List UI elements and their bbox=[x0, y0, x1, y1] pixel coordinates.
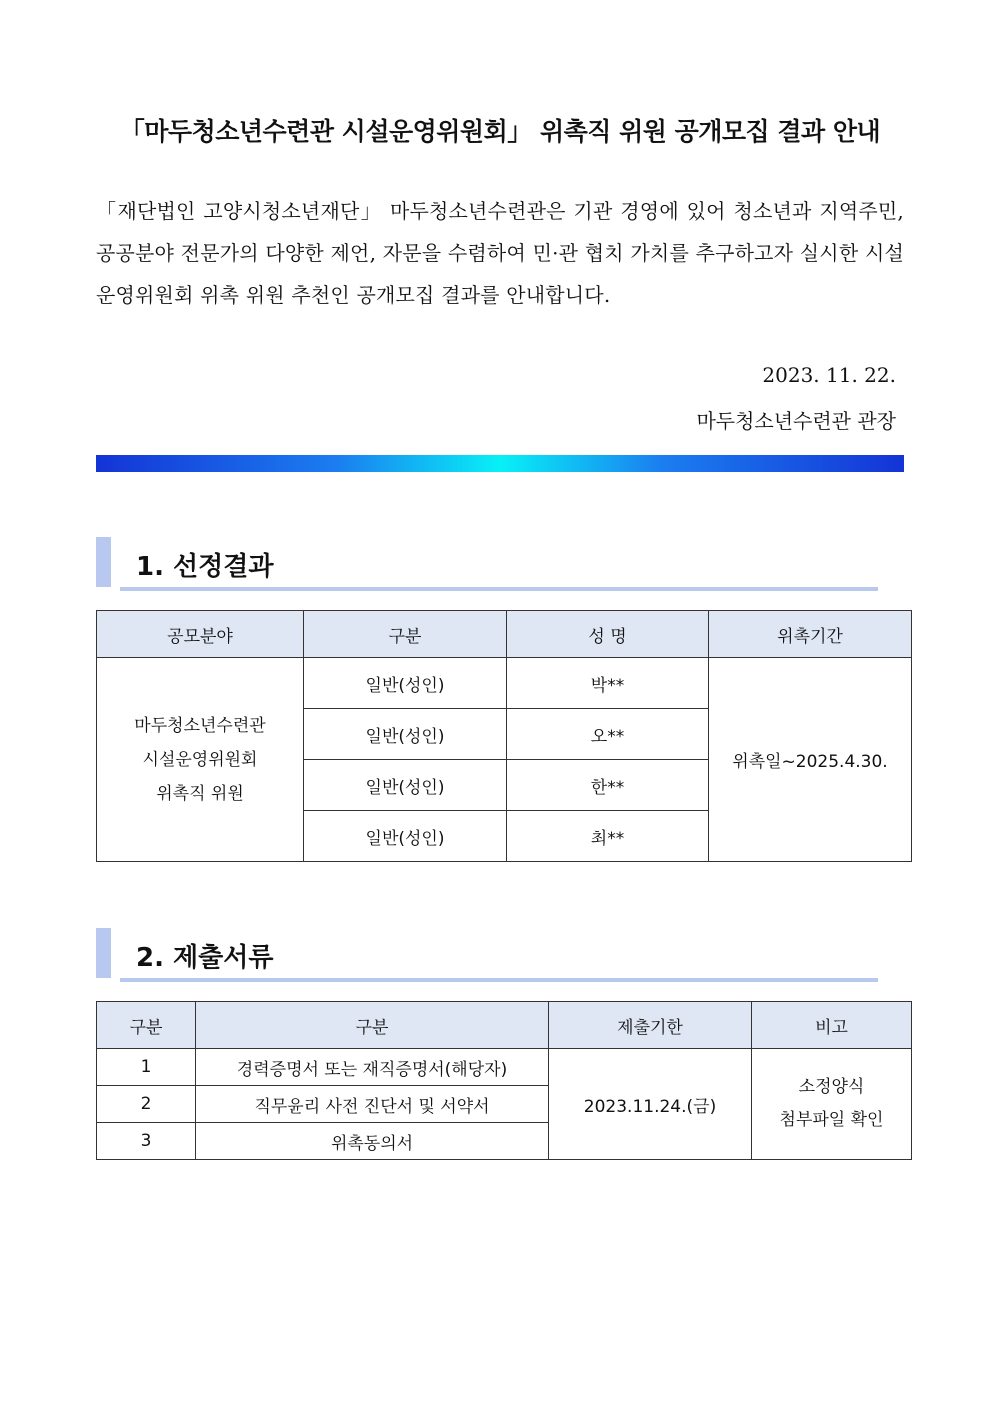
type-cell: 일반(성인) bbox=[304, 811, 507, 862]
document-cell: 경력증명서 또는 재직증명서(해당자) bbox=[196, 1049, 549, 1086]
type-cell: 일반(성인) bbox=[304, 709, 507, 760]
type-cell: 일반(성인) bbox=[304, 658, 507, 709]
section-1-title: 1. 선정결과 bbox=[136, 552, 274, 582]
name-cell: 한** bbox=[507, 760, 709, 811]
header-field: 공모분야 bbox=[97, 611, 304, 658]
documents-table bbox=[96, 1001, 912, 1160]
field-line: 위촉직 위원 bbox=[156, 783, 244, 804]
section-underline bbox=[120, 587, 878, 591]
header-deadline: 제출기한 bbox=[549, 1002, 752, 1049]
section-marker bbox=[96, 928, 111, 978]
gradient-divider bbox=[96, 455, 904, 472]
section-1-heading bbox=[96, 537, 878, 593]
name-cell: 최** bbox=[507, 811, 709, 862]
section-2-heading bbox=[96, 928, 878, 984]
table-row bbox=[97, 658, 912, 709]
name-cell: 오** bbox=[507, 709, 709, 760]
selection-results-table bbox=[96, 610, 912, 862]
header-name: 성 명 bbox=[507, 611, 709, 658]
document-cell: 직무윤리 사전 진단서 및 서약서 bbox=[196, 1086, 549, 1123]
header-type: 구분 bbox=[304, 611, 507, 658]
table-header-row bbox=[97, 1002, 912, 1049]
section-underline bbox=[120, 978, 878, 982]
note-cell bbox=[752, 1049, 912, 1160]
intro-paragraph: 「재단법인 고양시청소년재단」 마두청소년수련관은 기관 경영에 있어 청소년과 지역주민, 공공분야 전문가의 다양한 제언, 자문을 수렴하여 민·관 협치 가치를 추구하고자 실시한 시설운영위원회 위촉 위원 추천인 공개모집 결과를 안내합니다. bbox=[96, 199, 904, 307]
section-marker bbox=[96, 537, 111, 587]
name-cell: 박** bbox=[507, 658, 709, 709]
section-2-title: 2. 제출서류 bbox=[136, 943, 274, 973]
header-note: 비고 bbox=[752, 1002, 912, 1049]
note-line: 소정양식 bbox=[798, 1077, 865, 1097]
signature-line: 마두청소년수련관 관장 bbox=[696, 409, 896, 433]
no-cell: 1 bbox=[97, 1049, 196, 1086]
table-header-row bbox=[97, 611, 912, 658]
field-line: 시설운영위원회 bbox=[142, 749, 258, 770]
note-line: 첨부파일 확인 bbox=[779, 1110, 884, 1130]
no-cell: 3 bbox=[97, 1123, 196, 1160]
document-date: 2023. 11. 22. bbox=[762, 363, 896, 387]
no-cell: 2 bbox=[97, 1086, 196, 1123]
header-period: 위촉기간 bbox=[709, 611, 912, 658]
field-line: 마두청소년수련관 bbox=[134, 715, 266, 736]
deadline-cell: 2023.11.24.(금) bbox=[549, 1049, 752, 1160]
table-row bbox=[97, 1049, 912, 1086]
type-cell: 일반(성인) bbox=[304, 760, 507, 811]
header-no: 구분 bbox=[97, 1002, 196, 1049]
period-cell: 위촉일~2025.4.30. bbox=[709, 658, 912, 862]
document-title: 「마두청소년수련관 시설운영위원회」 위촉직 위원 공개모집 결과 안내 bbox=[119, 117, 881, 146]
field-cell bbox=[97, 658, 304, 862]
header-document: 구분 bbox=[196, 1002, 549, 1049]
document-cell: 위촉동의서 bbox=[196, 1123, 549, 1160]
